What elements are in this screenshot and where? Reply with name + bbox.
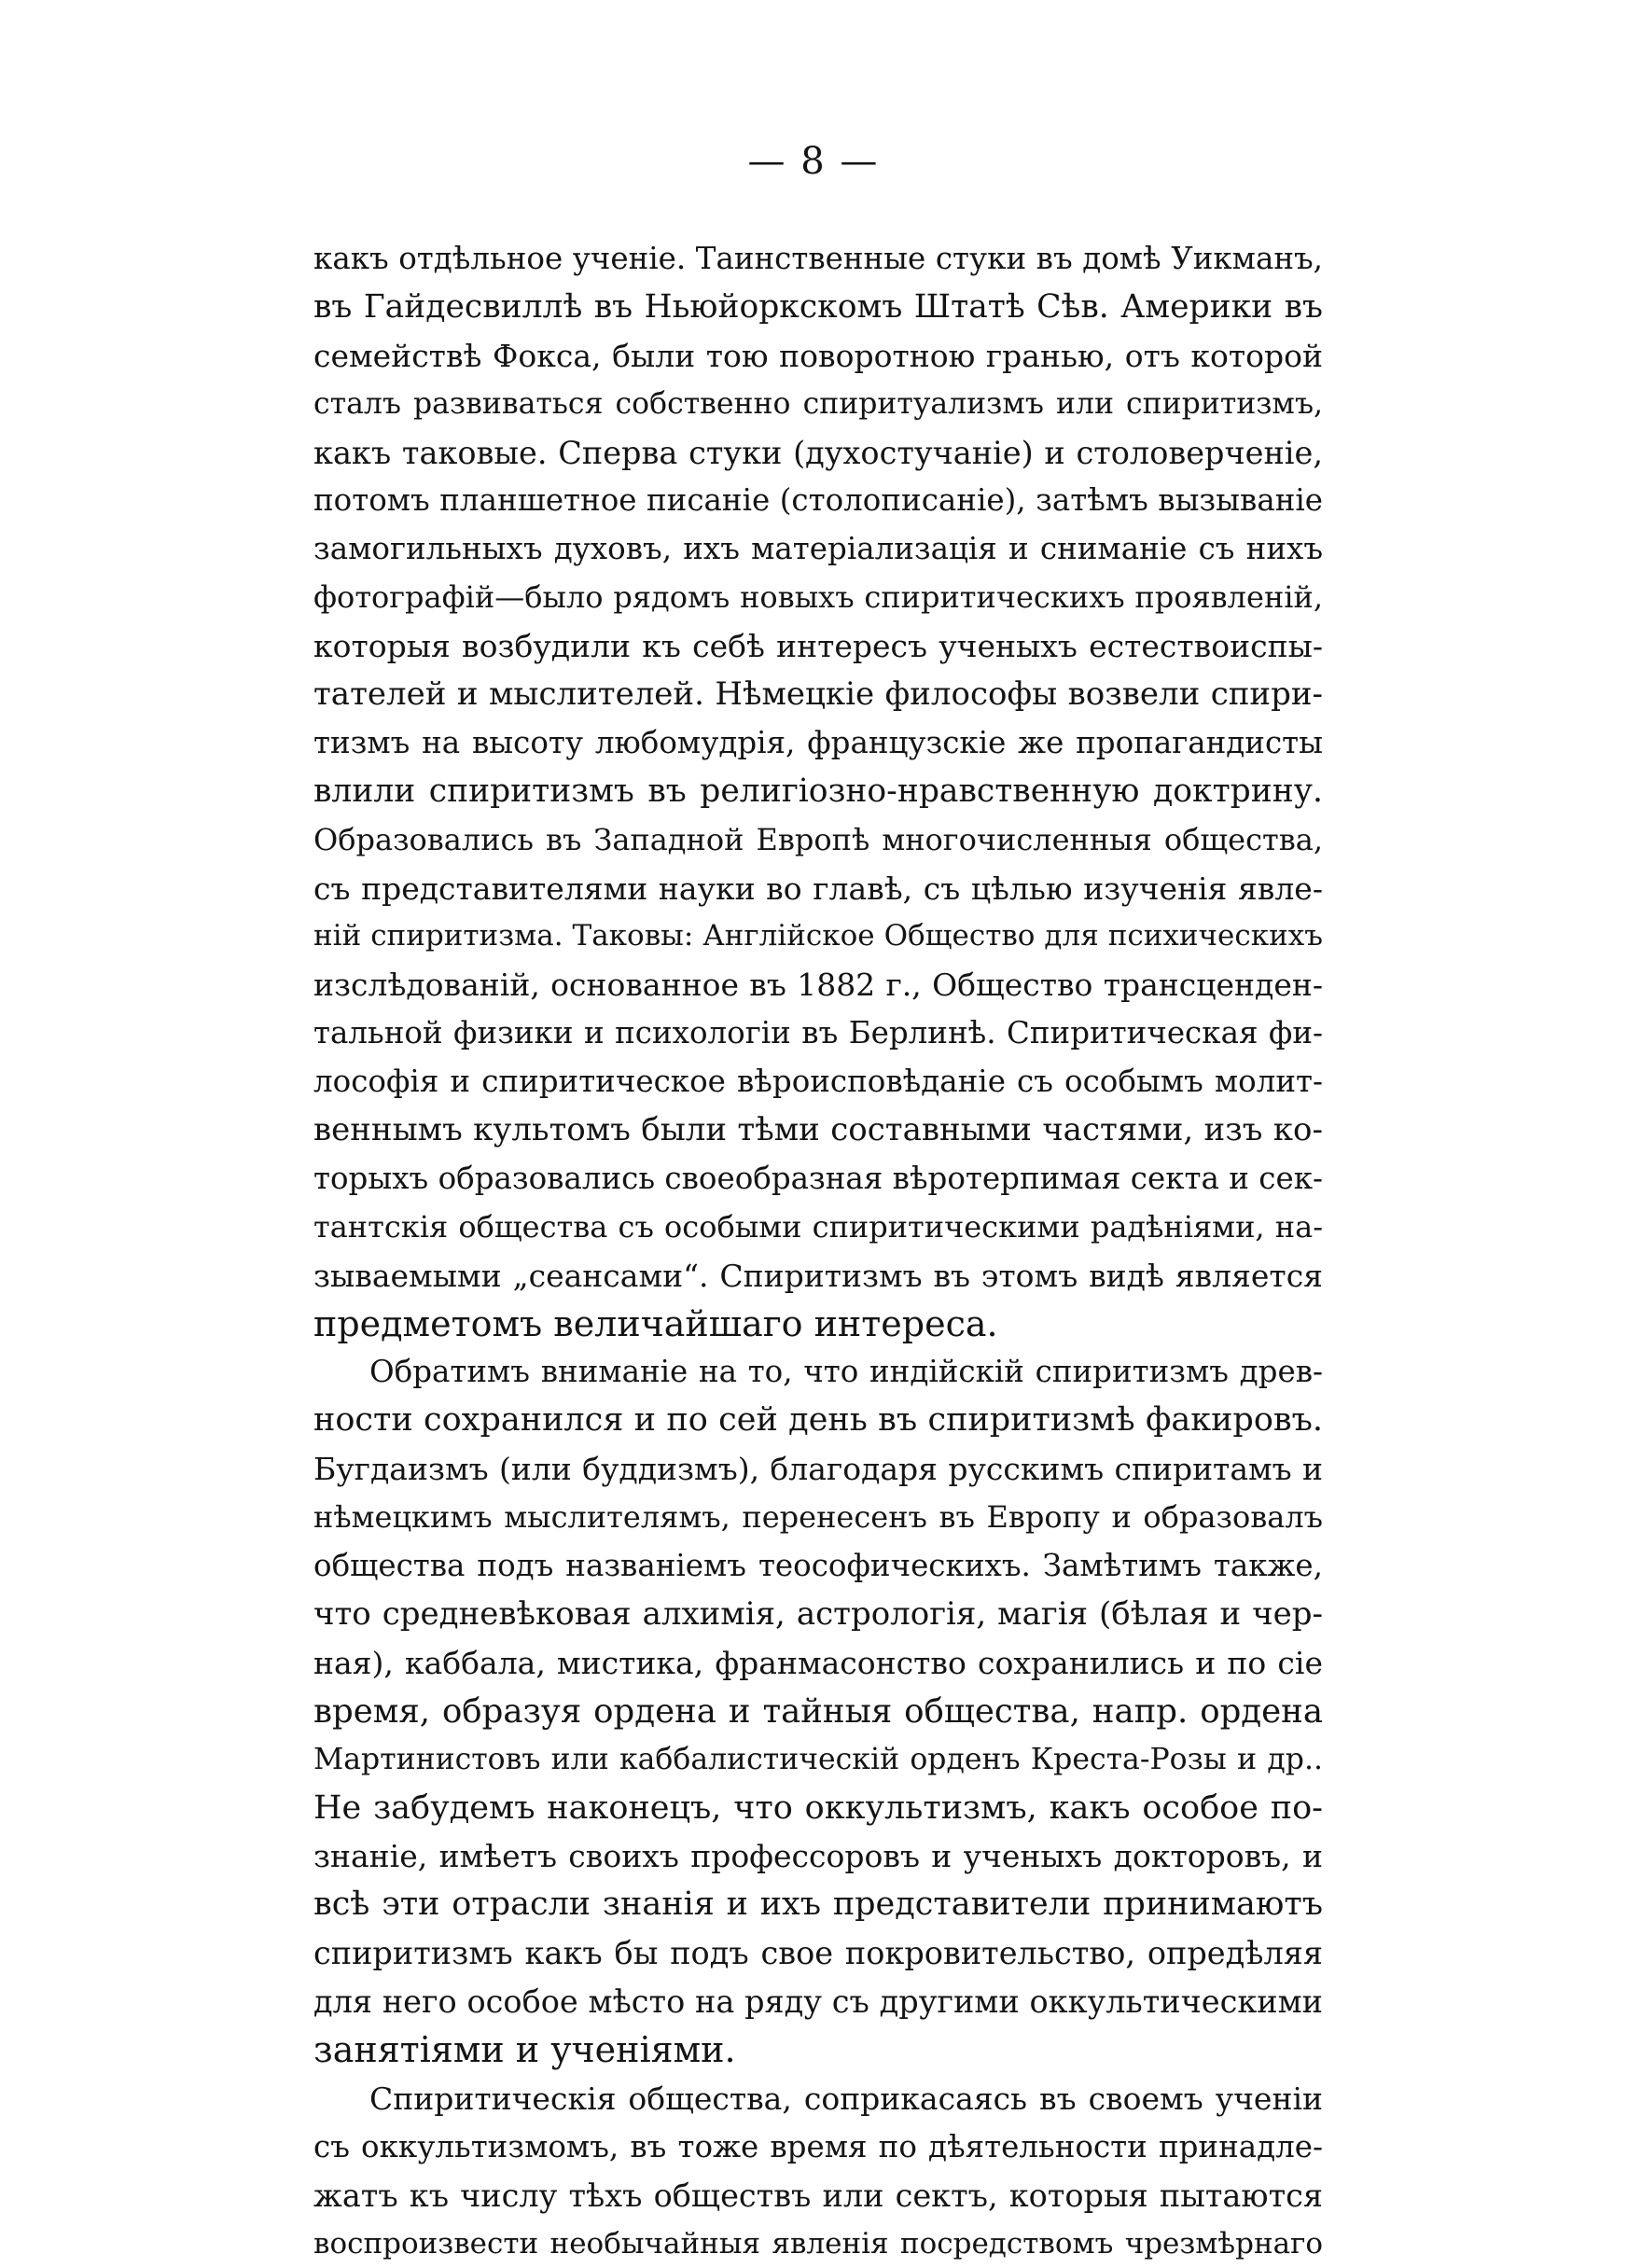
text-line: съ оккультизмомъ, въ тоже время по дѣятельности принадле- — [313, 2128, 1323, 2164]
text-line: Мартинистовъ или каббалистическій орденъ Креста-Розы и др.. — [313, 1742, 1323, 1776]
text-line: потомъ планшетное писаніе (столописаніе), затѣмъ вызываніе — [313, 482, 1323, 519]
text-line: которыя возбудили къ себѣ интересъ ученыхъ естествоиспы- — [313, 628, 1323, 665]
text-line: ная), каббала, мистика, франмасонство сохранились и по сіе — [313, 1644, 1323, 1681]
paragraph-1 — [313, 235, 1323, 1348]
paragraph-3 — [313, 2075, 1323, 2268]
text-line: воспроизвести необычайныя явленія посредствомъ чрезмѣрнаго — [313, 2226, 1323, 2261]
text-line: какъ таковые. Сперва стуки (духостучаніе) и столоверченіе, — [313, 434, 1323, 471]
text-line: изслѣдованій, основанное въ 1882 г., Общество трансценден- — [313, 967, 1323, 1004]
paragraph-2 — [313, 1348, 1323, 2074]
text-line: зываемыми „сеансами“. Спиритизмъ въ этомъ видѣ является — [313, 1257, 1323, 1294]
text-line: Бугдаизмъ (или буддизмъ), благодаря русскимъ спиритамъ и — [313, 1451, 1323, 1488]
text-line: влили спиритизмъ въ религіозно-нравственную доктрину. — [313, 772, 1323, 810]
text-line: веннымъ культомъ были тѣми составными частями, изъ ко- — [313, 1111, 1323, 1149]
text-line: общества подъ названіемъ теософическихъ. Замѣтимъ также, — [313, 1548, 1323, 1584]
text-line: фотографій—было рядомъ новыхъ спиритическихъ проявленій, — [313, 579, 1323, 616]
text-line: Не забудемъ наконецъ, что оккультизмъ, какъ особое по- — [313, 1788, 1323, 1827]
text-line: сталъ развиваться собственно спиритуализмъ или спиритизмъ, — [313, 386, 1323, 421]
text-line: тизмъ на высоту любомудрія, французскіе же пропагандисты — [313, 724, 1323, 760]
page-number: — 8 — — [747, 140, 880, 183]
text-line: нѣмецкимъ мыслителямъ, перенесенъ въ Европу и образовалъ — [313, 1499, 1323, 1536]
text-line: Образовались въ Западной Европѣ многочисленныя общества, — [313, 821, 1323, 857]
text-line: предметомъ величайшаго интереса. — [313, 1302, 998, 1344]
text-line: занятіями и ученіями. — [313, 2028, 736, 2070]
text-line: жатъ къ числу тѣхъ обществъ или сектъ, которыя пытаются — [313, 2177, 1323, 2214]
body-text — [313, 235, 1323, 2268]
text-line: что средневѣковая алхимія, астрологія, магія (бѣлая и чер- — [313, 1594, 1323, 1633]
text-line: замогильныхъ духовъ, ихъ матеріализація и сниманіе съ нихъ — [313, 531, 1323, 567]
text-line: Обратимъ вниманіе на то, что индійскій спиритизмъ древ- — [369, 1354, 1323, 1390]
text-line: спиритизмъ какъ бы подъ свое покровительство, опредѣляя — [313, 1935, 1323, 1972]
text-line: тантскія общества съ особыми спиритическими радѣніями, на- — [313, 1208, 1323, 1245]
text-line: семействѣ Фокса, были тою поворотною гранью, отъ которой — [313, 337, 1323, 374]
text-line: знаніе, имѣетъ своихъ профессоровъ и ученыхъ докторовъ, и — [313, 1838, 1323, 1875]
text-line: тальной физики и психологіи въ Берлинѣ. Спиритическая фи- — [313, 1015, 1323, 1051]
text-line: лософія и спиритическое вѣроисповѣданіе съ особымъ молит- — [313, 1064, 1323, 1100]
text-line: всѣ эти отрасли знанія и ихъ представители принимаютъ — [313, 1885, 1323, 1924]
text-line: торыхъ образовались своеобразная вѣротерпимая секта и сек- — [313, 1160, 1323, 1196]
text-line: ній спиритизма. Таковы: Англійское Общество для психическихъ — [313, 919, 1323, 953]
text-line: для него особое мѣсто на ряду съ другими оккультическими — [313, 1983, 1323, 2021]
text-line: ности сохранился и по сей день въ спиритизмѣ факировъ. — [313, 1401, 1323, 1440]
text-line: Спиритическія общества, соприкасаясь въ своемъ ученіи — [369, 2080, 1323, 2117]
text-line: время, образуя ордена и тайныя общества, напр. ордена — [313, 1691, 1323, 1731]
text-line: какъ отдѣльное ученіе. Таинственные стуки въ домѣ Уикманъ, — [313, 241, 1323, 276]
text-line: съ представителями науки во главѣ, съ цѣлью изученія явле- — [313, 870, 1323, 907]
text-line: въ Гайдесвиллѣ въ Ньюйоркскомъ Штатѣ Сѣв. Америки въ — [313, 287, 1323, 326]
text-line: тателей и мыслителей. Нѣмецкіе философы возвели спири- — [313, 675, 1323, 714]
